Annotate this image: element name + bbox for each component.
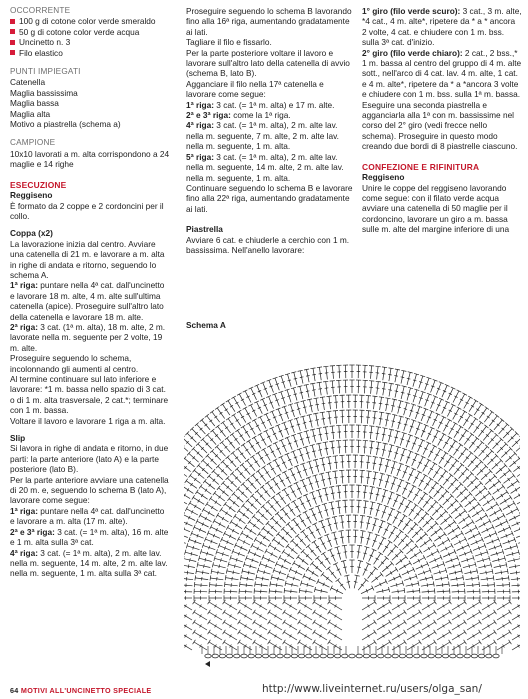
- piastrella-text: Avviare 6 cat. e chiuderle a cerchio con 1 m. bassissima. Nell'anello lavorare:: [186, 234, 350, 255]
- back-row-2-3: 2ª e 3ª riga: come la 1ª riga.: [186, 110, 291, 121]
- material-item: 50 g di cotone color verde acqua: [10, 27, 170, 37]
- punti-list: [10, 77, 170, 129]
- schema-a-crochet-chart: [184, 330, 520, 674]
- round-1: 1° giro (filo verde scuro): 3 cat., 3 m. alte, *4 cat., 4 m. alte*, ripetere da * a * ancora 2 volte, 4 cat. e chiudere con 1 m. bss. sulla 3ª cat. d'inizio.: [362, 6, 522, 48]
- bullet-square-icon: [10, 29, 15, 34]
- back-row-5: 5ª riga: 3 cat. (= 1ª m. alta), 2 m. alte lav. nella m. seguente, 14 m. alte, 2 m. alte lav. nella m. seguente, 1 m. alta.: [186, 151, 344, 183]
- material-item: Filo elastico: [10, 48, 170, 58]
- round-2: 2° giro (filo verde chiaro): 2 cat., 2 bss.,* 1 m. bassa al centro del gruppo di 4 m. alte sott., nell'arco di 4 cat. lav. 4 m. alte, 1 cat. e 4 m. alte*, ripetere da * a *ancora 3 volte e chiudere con 1 m. bss. sulla 1ª m. bassa.: [362, 47, 522, 100]
- confezione-heading: CONFEZIONE E RIFINITURA: [362, 161, 480, 172]
- slip-row-1: 1ª riga: puntare nella 4ª cat. dall'uncinetto e lavorare a m. alta (17 m. alte).: [10, 505, 165, 527]
- page-footer: [10, 686, 152, 696]
- punto-item: Maglia bassissima: [10, 87, 78, 98]
- back-row-4: 4ª riga: 3 cat. (= 1ª m. alta), 2 m. alte lav. nella m. seguente, 7 m. alte, 2 m. alte lav. nella m. seguente, 1 m. alta.: [186, 120, 339, 152]
- punto-item: Motivo a piastrella (schema a): [10, 119, 121, 130]
- coppa-subheading: Coppa (x2): [10, 228, 53, 239]
- campione-heading: CAMPIONE: [10, 138, 56, 148]
- watermark-url: http://www.liveinternet.ru/users/olga_san/: [262, 683, 482, 695]
- punto-item: Catenella: [10, 77, 46, 88]
- material-item: 100 g di cotone color verde smeraldo: [10, 16, 170, 26]
- coppa-paragraph: Al termine continuare sul lato inferiore e lavorare: *1 m. bassa nello spazio di 3 cat. o di 1 m. alta trasversale, 2 cat.*; terminare con 1 m. bassa.: [10, 374, 169, 416]
- slip-paragraph: Continuare seguendo lo schema B e lavorare fino alla 22ª riga, aumentando gradatamente ai lati.: [186, 182, 353, 214]
- slip-paragraph: Tagliare il filo e fissarlo.: [186, 37, 272, 48]
- reggiseno-text: È formato da 2 coppe e 2 cordoncini per il collo.: [10, 200, 164, 221]
- back-row-1: 1ª riga: 3 cat. (= 1ª m. alta) e 17 m. alte.: [186, 99, 335, 110]
- coppa-paragraph: Voltare il lavoro e lavorare 1 riga a m. alta.: [10, 415, 166, 426]
- bullet-square-icon: [10, 40, 15, 45]
- esecuzione-heading: ESECUZIONE: [10, 179, 67, 190]
- coppa-row-1: 1ª riga: puntare nella 4ª cat. dall'uncinetto e lavorare 18 m. alte, 4 m. alte sull'ultima catenella (apice). Proseguire sull'altro lato della catenella e lavorare 18 m. alte.: [10, 280, 165, 322]
- slip-paragraph: Proseguire seguendo lo schema B lavorando fino alla 16ª riga, aumentando gradatamente ai lati.: [186, 6, 352, 37]
- coppa-row-2: 2ª riga: 3 cat. (1ª m. alta), 18 m. alte, 2 m. lavorate nella m. seguente per 2 volte, 19 m. alte.: [10, 321, 166, 353]
- slip-subheading: Slip: [10, 433, 26, 444]
- slip-paragraph: Per la parte posteriore voltare il lavoro e lavorare sull'altro lato della catenella di avvio (schema B, lato B).: [186, 47, 350, 79]
- slip-paragraph: Si lavora in righe di andata e ritorno, in due parti: la parte anteriore (lato A) e la parte posteriore (lato B).: [10, 443, 169, 475]
- slip-paragraph: Agganciare il filo nella 17ª catenella e lavorare come segue:: [186, 78, 324, 100]
- reggiseno-subheading: Reggiseno: [10, 190, 53, 201]
- occorrente-heading: OCCORRENTE: [10, 6, 71, 15]
- slip-row-4: 4ª riga: 3 cat. (= 1ª m. alta), 2 m. alte lav. nella m. seguente, 14 m. alte, 2 m. alte lav. nella m. seguente, 1 m. alta sulla 3ª cat.: [10, 547, 168, 579]
- punto-item: Maglia bassa: [10, 98, 59, 109]
- column-right: [362, 6, 522, 235]
- material-item: Uncinetto n. 3: [10, 37, 170, 47]
- coppa-paragraph: La lavorazione inizia dal centro. Avviare una catenella di 21 m. e lavorare a m. alta in righe di andata e ritorno, seguendo lo schema A.: [10, 238, 165, 280]
- reggiseno-subheading: Reggiseno: [362, 172, 405, 183]
- slip-paragraph: Per la parte anteriore avviare una catenella di 20 m. e, seguendo lo schema B (lato A), lavorare come segue:: [10, 474, 169, 506]
- column-middle: [186, 6, 356, 255]
- column-left: [10, 6, 170, 579]
- magazine-title: MOTIVI ALL'UNCINETTO SPECIALE: [20, 686, 152, 695]
- bullet-square-icon: [10, 50, 15, 55]
- schema-a-title: Schema A: [186, 320, 226, 330]
- bullet-square-icon: [10, 19, 15, 24]
- slip-row-2-3: 2ª e 3ª riga: 3 cat. (= 1ª m. alta), 16 m. alte e 1 m. alta sulla 3ª cat.: [10, 526, 169, 548]
- confezione-text: Unire le coppe del reggiseno lavorando come segue: con il filato verde acqua avviare una catenella di 50 maglie per il cordoncino, lavorare un giro a m. bassa sulle m. alte del margine inferiore di una: [362, 182, 510, 235]
- piastrella-paragraph: Eseguire una seconda piastrella e agganciarla alla 1ª con m. bassissime nel corso del 2° giro (vedi frecce nello schema). Proseguire in questo modo creando due bordi di 8 piastrelle ciascuno.: [362, 99, 518, 152]
- page-number: 64: [10, 686, 19, 695]
- campione-text: 10x10 lavorati a m. alta corrispondono a 24 maglie e 14 righe: [10, 148, 170, 170]
- materials-list: [10, 16, 170, 58]
- punti-heading: PUNTI IMPIEGATI: [10, 67, 81, 77]
- punto-item: Maglia alta: [10, 108, 51, 119]
- coppa-paragraph: Proseguire seguendo lo schema, incolonnando gli aumenti al centro.: [10, 353, 139, 374]
- piastrella-subheading: Piastrella: [186, 224, 223, 235]
